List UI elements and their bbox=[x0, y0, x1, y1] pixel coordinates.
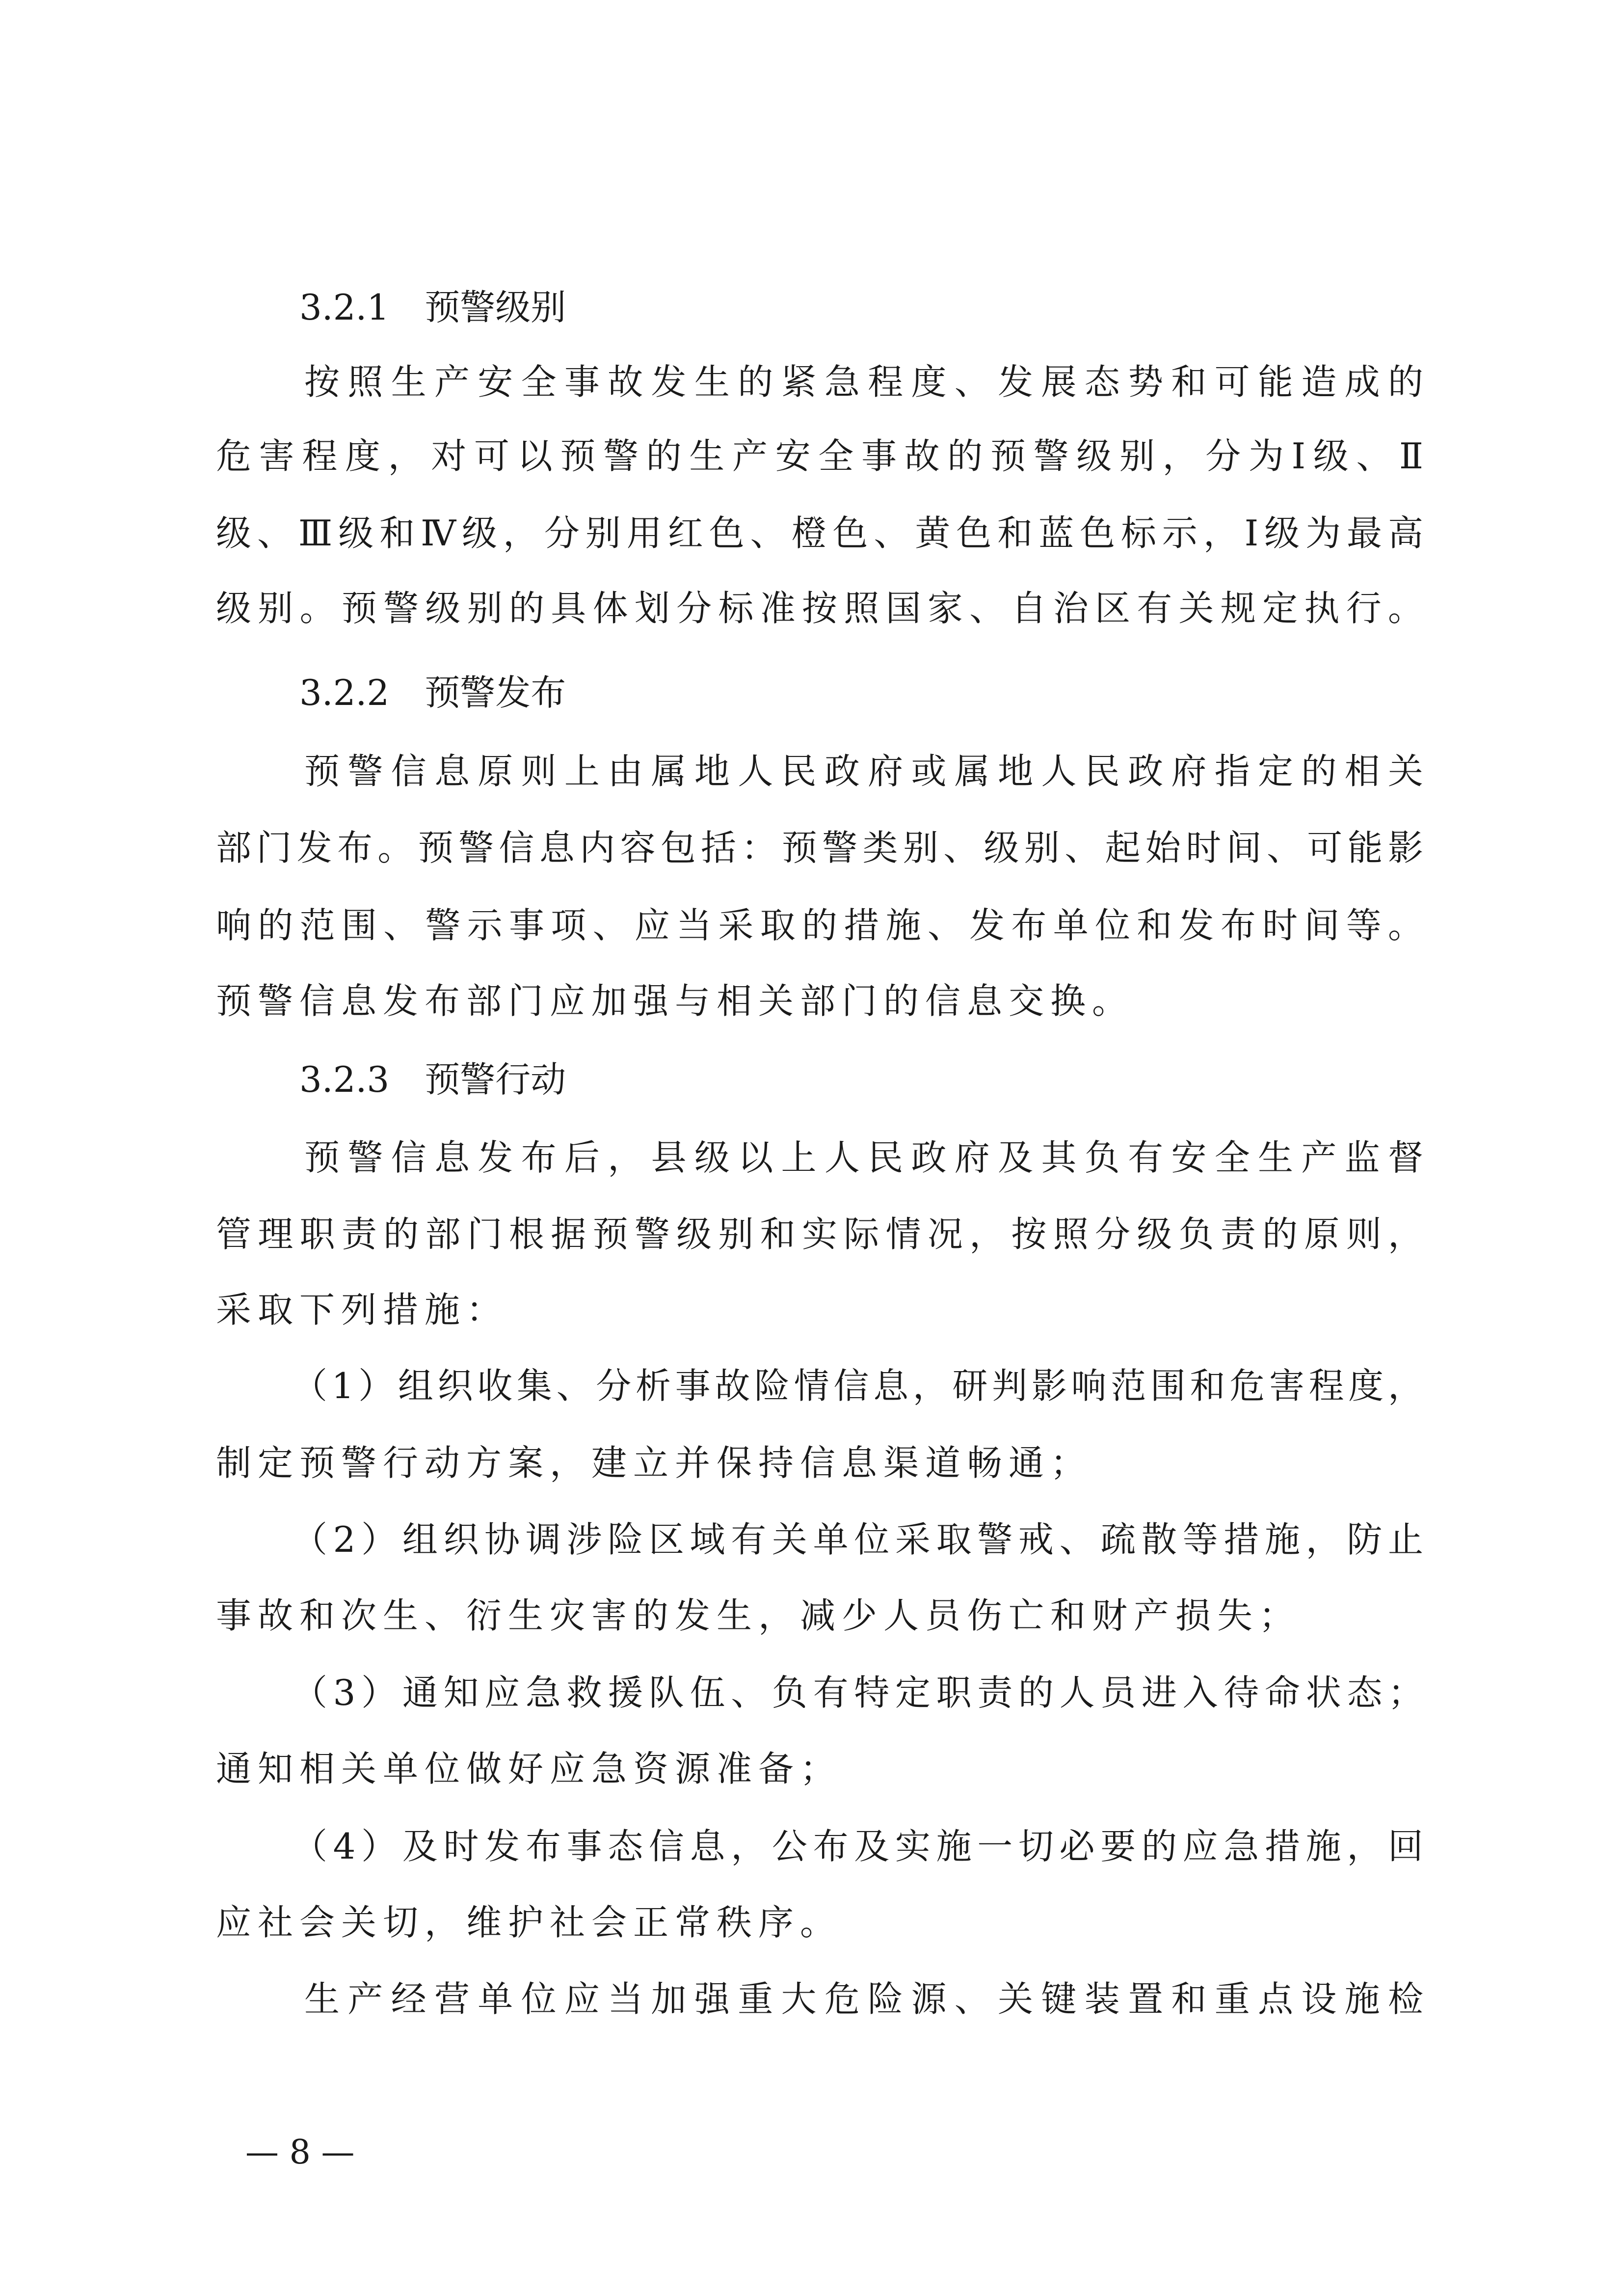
list-item-line: 应社会关切，维护社会正常秩序。 bbox=[216, 1902, 842, 1943]
paragraph-line: 响的范围、警示事项、应当采取的措施、发布单位和发布时间等。 bbox=[216, 905, 1423, 946]
paragraph-line: 管理职责的部门根据预警级别和实际情况，按照分级负责的原则， bbox=[216, 1214, 1423, 1255]
paragraph-line: 危害程度，对可以预警的生产安全事故的预警级别，分为Ⅰ级、Ⅱ bbox=[216, 435, 1423, 477]
paragraph-line: 采取下列措施： bbox=[216, 1289, 508, 1330]
page-number: — 8 — bbox=[245, 2133, 355, 2172]
paragraph-line: 级、Ⅲ级和Ⅳ级，分别用红色、橙色、黄色和蓝色标示，Ⅰ级为最高 bbox=[216, 513, 1423, 554]
section-heading-3-2-1: 3.2.1 预警级别 bbox=[299, 287, 566, 328]
paragraph-line: 级别。预警级别的具体划分标准按照国家、自治区有关规定执行。 bbox=[216, 588, 1423, 629]
paragraph-line: 预警信息原则上由属地人民政府或属地人民政府指定的相关 bbox=[304, 751, 1423, 792]
paragraph-line: 预警信息发布部门应加强与相关部门的信息交换。 bbox=[216, 980, 1134, 1022]
list-item-line: （2）组织协调涉险区域有关单位采取警戒、疏散等措施，防止 bbox=[292, 1519, 1423, 1560]
list-item-line: 制定预警行动方案，建立并保持信息渠道畅通； bbox=[216, 1442, 1092, 1484]
paragraph-line: 部门发布。预警信息内容包括：预警类别、级别、起始时间、可能影 bbox=[216, 827, 1423, 868]
section-heading-3-2-3: 3.2.3 预警行动 bbox=[299, 1059, 566, 1100]
list-item-line: 事故和次生、衍生灾害的发生，减少人员伤亡和财产损失； bbox=[216, 1595, 1301, 1636]
paragraph-line: 生产经营单位应当加强重大危险源、关键装置和重点设施检 bbox=[304, 1978, 1423, 2020]
list-item-line: （1）组织收集、分析事故险情信息，研判影响范围和危害程度， bbox=[292, 1365, 1423, 1406]
paragraph-line: 预警信息发布后，县级以上人民政府及其负有安全生产监督 bbox=[304, 1137, 1423, 1178]
list-item-line: （4）及时发布事态信息，公布及实施一切必要的应急措施，回 bbox=[292, 1826, 1423, 1867]
list-item-line: 通知相关单位做好应急资源准备； bbox=[216, 1748, 842, 1789]
list-item-line: （3）通知应急救援队伍、负有特定职责的人员进入待命状态； bbox=[292, 1672, 1423, 1713]
section-heading-3-2-2: 3.2.2 预警发布 bbox=[299, 672, 566, 713]
paragraph-line: 按照生产安全事故发生的紧急程度、发展态势和可能造成的 bbox=[304, 361, 1423, 403]
